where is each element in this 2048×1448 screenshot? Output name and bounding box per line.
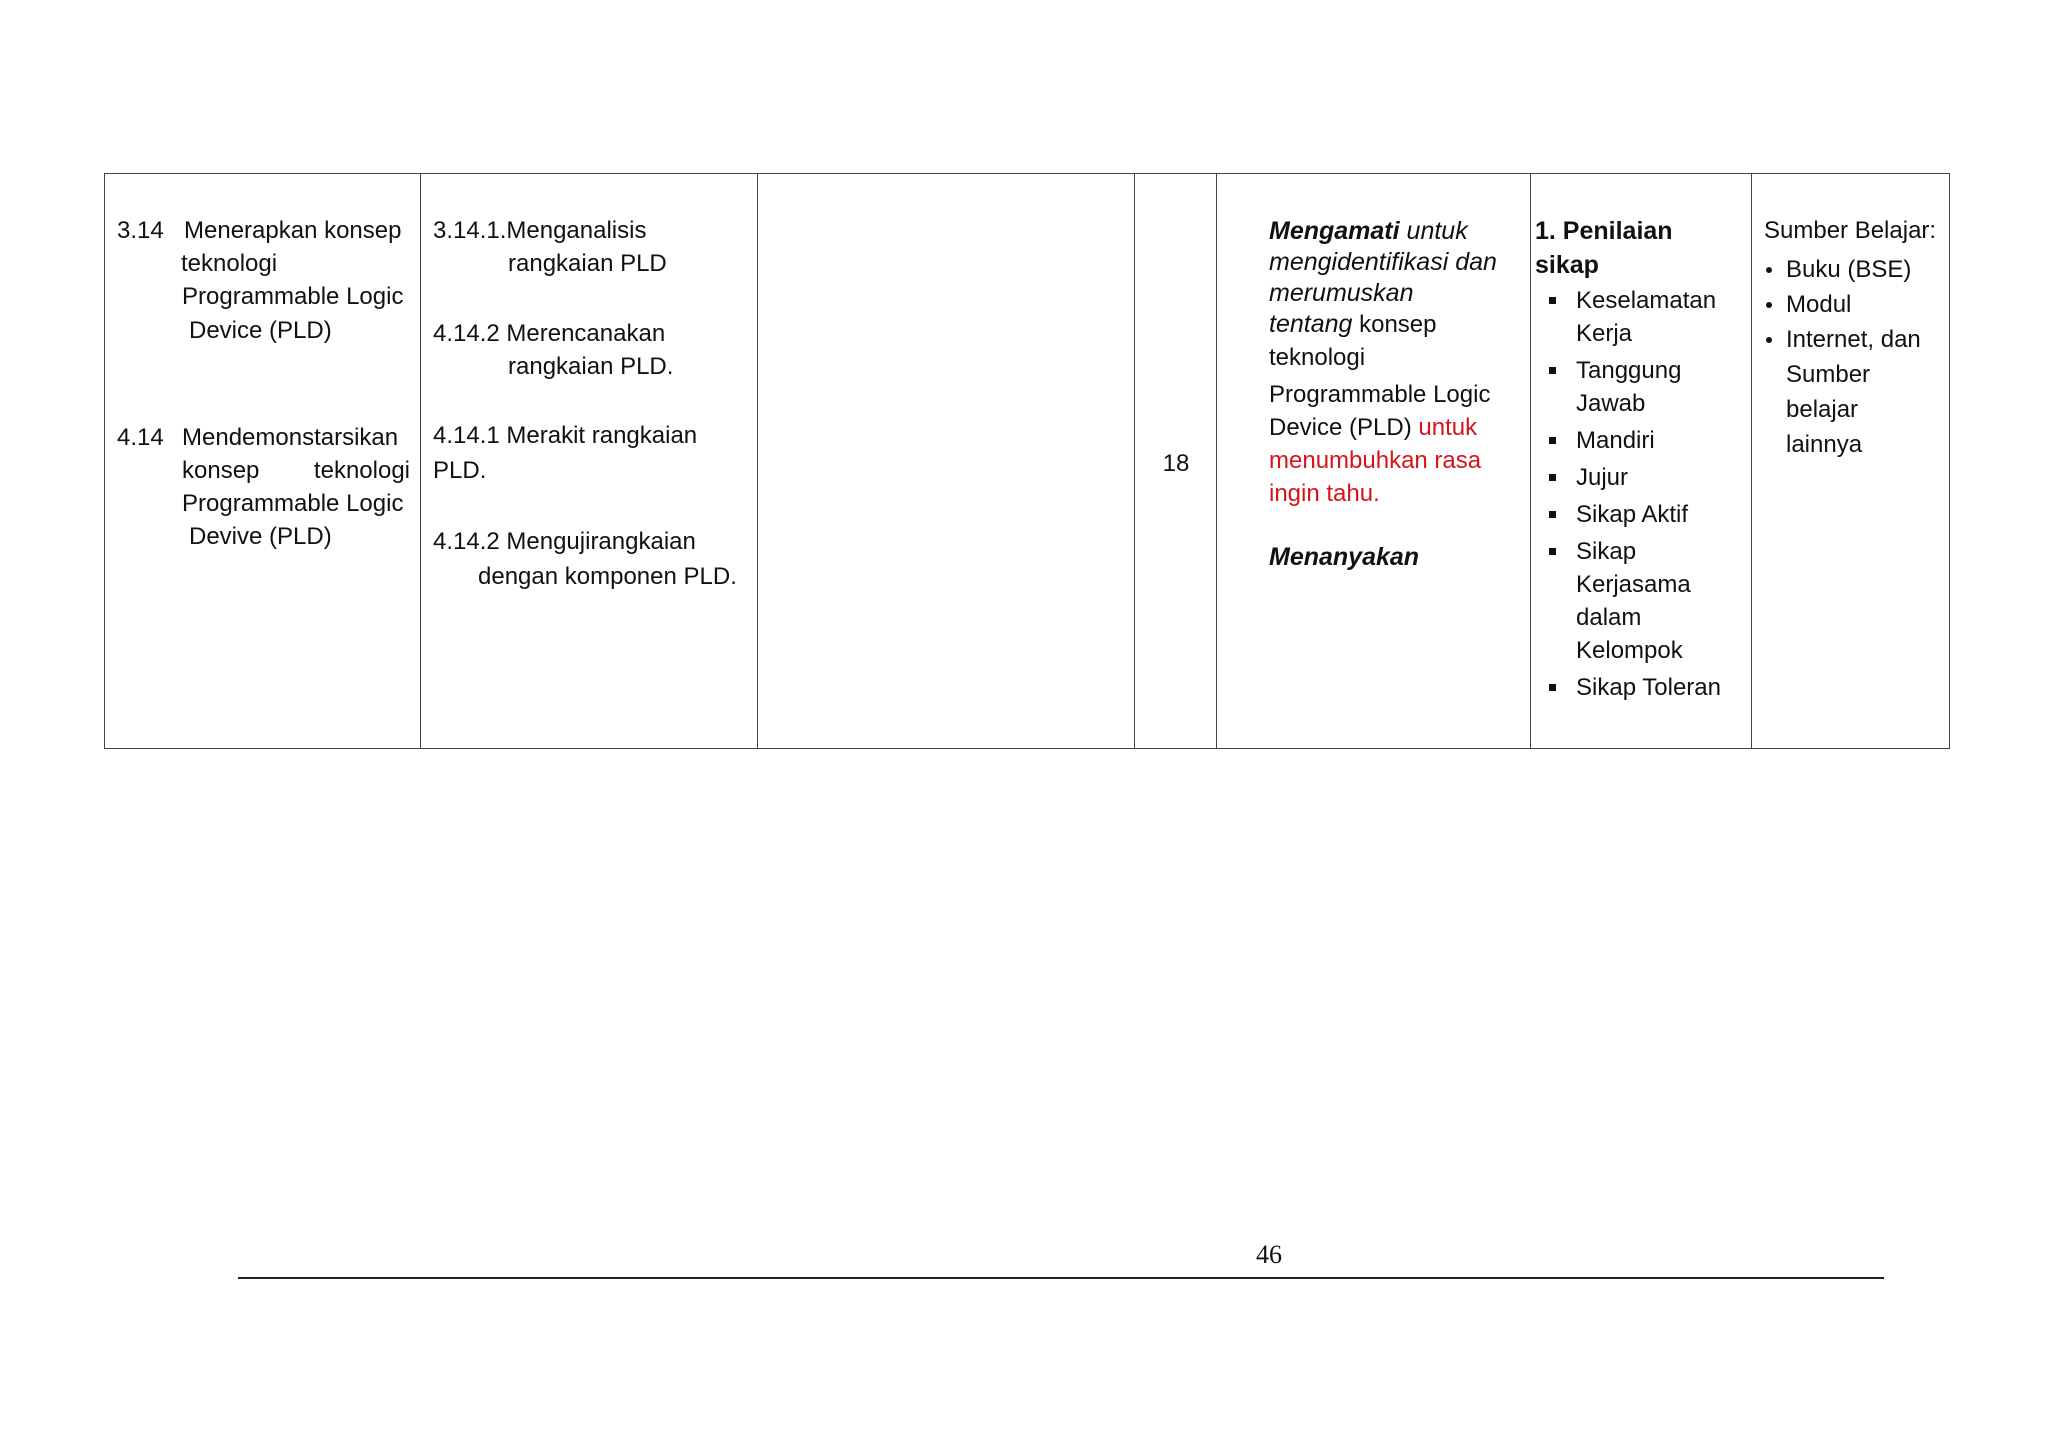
assessment-item: Tanggung Jawab — [1541, 354, 1751, 420]
round-bullet-icon — [1766, 337, 1772, 343]
time-allocation-value: 18 — [1162, 450, 1190, 477]
assessment-item: Sikap Kerjasama dalam Kelompok — [1541, 535, 1751, 667]
square-bullet-icon — [1549, 297, 1556, 304]
indicator-1-line2: rangkaian PLD — [508, 250, 667, 277]
activity-line7 — [1269, 411, 1477, 444]
assessment-item: Keselamatan Kerja — [1541, 284, 1751, 350]
resources-column — [1752, 174, 1951, 748]
activity-line2: mengidentifikasi dan — [1269, 248, 1497, 276]
activity-konsep: konsep — [1352, 311, 1437, 338]
activity-red-line3: ingin tahu. — [1269, 480, 1380, 507]
competency-text-2-line1: Mendemonstarsikan — [182, 424, 399, 451]
assessment-item: Jujur — [1541, 461, 1751, 494]
activity-line6: Programmable Logic — [1269, 381, 1491, 408]
assessment-item: Mandiri — [1541, 424, 1751, 457]
competency-text-2-line4: Devive (PLD) — [189, 523, 332, 550]
page-number: 46 — [1256, 1240, 1282, 1269]
indicator-2-line1: 4.14.2 Merencanakan — [433, 320, 666, 347]
competency-number-2: 4.14 — [117, 424, 164, 451]
indicator-3-line1: 4.14.1 Merakit rangkaian — [433, 422, 698, 449]
resource-item: Modul — [1764, 287, 1949, 322]
round-bullet-icon — [1766, 302, 1772, 308]
resource-item: Buku (BSE) — [1764, 252, 1949, 287]
activity-menanyakan: Menanyakan — [1269, 543, 1420, 571]
activity-device: Device (PLD) — [1269, 414, 1419, 441]
activity-mengamati: Mengamati — [1269, 217, 1400, 245]
assessment-heading-line1: 1. Penilaian — [1535, 217, 1673, 245]
material-column — [758, 174, 1135, 748]
activity-line4 — [1269, 308, 1436, 341]
square-bullet-icon — [1549, 437, 1556, 444]
competency-text-1-line1: Menerapkan konsep — [184, 217, 402, 244]
resources-list — [1764, 252, 1949, 462]
assessment-item: Sikap Toleran — [1541, 671, 1751, 704]
assessment-heading-line2: sikap — [1535, 251, 1599, 279]
competency-text-2-line2-left: konsep — [182, 457, 260, 484]
square-bullet-icon — [1549, 684, 1556, 691]
indicator-column — [421, 174, 758, 748]
competency-text-1-line4: Device (PLD) — [189, 317, 332, 344]
activity-line1 — [1269, 216, 1468, 247]
competency-text-2-line2 — [182, 454, 410, 487]
syllabus-table — [104, 173, 1950, 749]
activity-untuk-red: untuk — [1418, 414, 1478, 441]
square-bullet-icon — [1549, 511, 1556, 518]
learning-activity-column — [1217, 174, 1531, 748]
activity-red-line2: menumbuhkan rasa — [1269, 447, 1482, 474]
footer-divider — [238, 1277, 1884, 1279]
indicator-3-line2: PLD. — [433, 457, 487, 484]
competency-text-1-line2: teknologi — [181, 250, 278, 277]
indicator-4-line1: 4.14.2 Mengujirangkaian — [433, 528, 696, 555]
resources-heading: Sumber Belajar: — [1764, 217, 1937, 244]
time-allocation-column — [1135, 174, 1217, 748]
activity-untuk: untuk — [1399, 217, 1468, 245]
competency-text-2-line2-right: teknologi — [313, 457, 410, 484]
activity-line3: merumuskan — [1269, 279, 1414, 307]
indicator-1-line1: 3.14.1.Menganalisis — [433, 217, 647, 244]
competency-text-2-line3: Programmable Logic — [182, 490, 404, 517]
resource-item: Internet, dan Sumber belajar lainnya — [1764, 322, 1949, 462]
round-bullet-icon — [1766, 267, 1772, 273]
activity-tentang: tentang — [1269, 310, 1353, 338]
assessment-column — [1531, 174, 1752, 748]
indicator-2-line2: rangkaian PLD. — [508, 353, 674, 380]
activity-line5: teknologi — [1269, 344, 1366, 371]
assessment-list — [1541, 284, 1751, 704]
square-bullet-icon — [1549, 367, 1556, 374]
competency-text-1-line3: Programmable Logic — [182, 283, 404, 310]
competency-number-1: 3.14 — [117, 217, 164, 244]
competency-column — [105, 174, 421, 748]
indicator-4-line2: dengan komponen PLD. — [478, 563, 737, 590]
square-bullet-icon — [1549, 474, 1556, 481]
square-bullet-icon — [1549, 548, 1556, 555]
assessment-item: Sikap Aktif — [1541, 498, 1751, 531]
